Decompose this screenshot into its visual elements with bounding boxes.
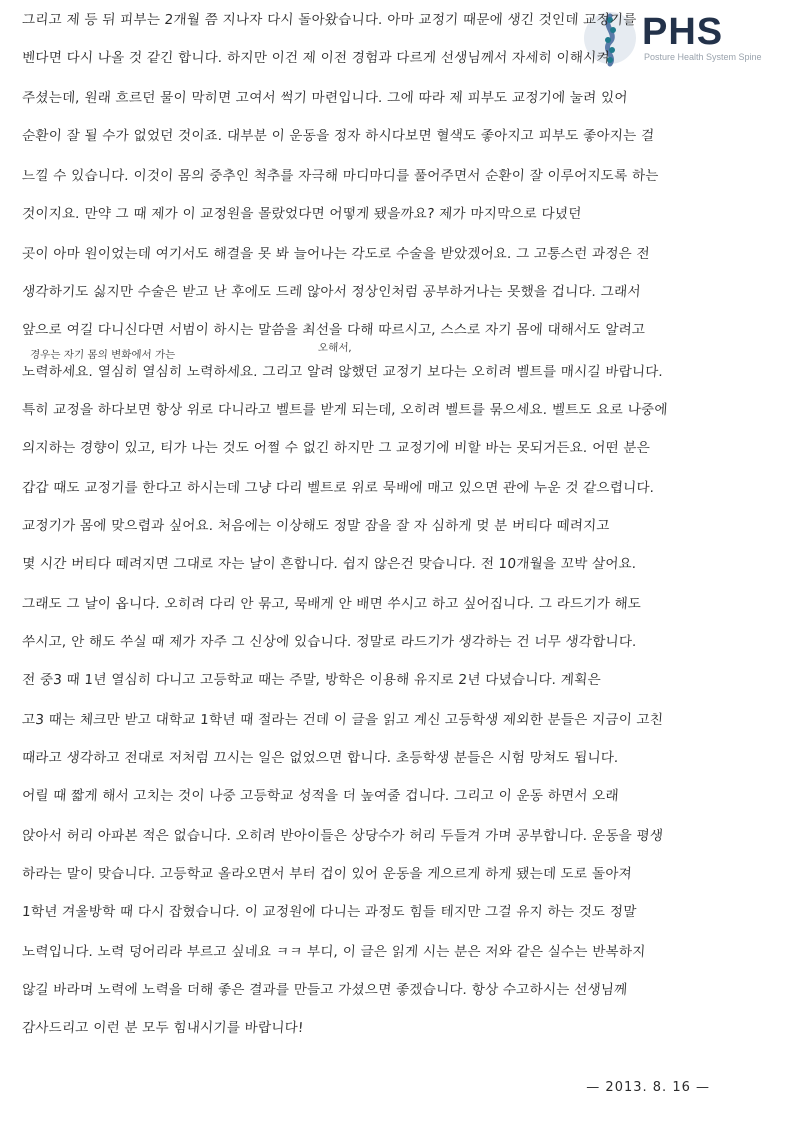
letter-date: — 2013. 8. 16 — bbox=[586, 1080, 710, 1095]
letter-line: 때라고 생각하고 전대로 저처럼 끄시는 일은 없었으면 합니다. 초등학생 분들은 시험 망쳐도 됩니다. bbox=[21, 750, 620, 766]
letter-line: 것이지요. 만약 그 때 제가 이 교정원을 몰랐었다면 어떻게 됐을까요? 제가 마지막으로 다녔던 bbox=[21, 206, 583, 222]
letter-line: 특히 교정을 하다보면 항상 위로 다니라고 벨트를 받게 되는데, 오히려 벨트를 묶으세요. 벨트도 요로 나중에 bbox=[21, 402, 669, 418]
letter-line: 느낄 수 있습니다. 이것이 몸의 중추인 척추를 자극해 마디마디를 풀어주면서 순환이 잘 이루어지도록 하는 bbox=[21, 168, 660, 184]
inserted-note: 경우는 자기 몸의 변화에서 가는 bbox=[29, 349, 176, 361]
letter-line: 앉아서 허리 아파본 적은 없습니다. 오히려 반아이들은 상당수가 허리 두들겨 가며 공부합니다. 운동을 평생 bbox=[21, 828, 664, 844]
letter-line: 어릴 때 짧게 해서 고치는 것이 나중 고등학교 성적을 더 높여줄 겁니다. 그리고 이 운동 하면서 오래 bbox=[21, 788, 620, 804]
letter-line: 순환이 잘 될 수가 없었던 것이죠. 대부분 이 운동을 정자 하시다보면 혈색도 좋아지고 피부도 좋아지는 걸 bbox=[21, 128, 655, 144]
letter-line: 벤다면 다시 나올 것 같긴 합니다. 하지만 이건 제 이전 경험과 다르게 선생님께서 자세히 이해시켜 bbox=[21, 50, 611, 66]
letter-line: 고3 때는 체크만 받고 대학교 1학년 때 절라는 건데 이 글을 읽고 계신 고등학생 제외한 분들은 지금이 고친 bbox=[21, 712, 664, 728]
letter-line: 의지하는 경향이 있고, 티가 나는 것도 어쩔 수 없긴 하지만 그 교정기에 비할 바는 못되거든요. 어떤 분은 bbox=[21, 440, 651, 456]
letter-line: 생각하기도 싫지만 수술은 받고 난 후에도 드레 않아서 정상인처럼 공부하거나는 못했을 겁니다. 그래서 bbox=[21, 284, 642, 300]
letter-line: 그리고 제 등 뒤 피부는 2개월 쯤 지나자 다시 돌아왔습니다. 아마 교정기 때문에 생긴 것인데 교정기를 bbox=[21, 12, 638, 28]
letter-line: 하라는 말이 맞습니다. 고등학교 올라오면서 부터 겁이 있어 운동을 게으르게 하게 됐는데 도로 돌아져 bbox=[21, 866, 633, 882]
letter-line: 1학년 겨울방학 때 다시 잡혔습니다. 이 교정원에 다니는 과정도 힘들 테지만 그걸 유지 하는 것도 정말 bbox=[21, 904, 638, 920]
letter-line: 교정기가 몸에 맞으렵과 싶어요. 처음에는 이상해도 정말 잠을 잘 자 심하게 멎 분 버티다 떼려지고 bbox=[21, 518, 611, 534]
letter-line: 갑갑 때도 교정기를 한다고 하시는데 그냥 다리 벨트로 위로 묵배에 매고 있으면 관에 누운 것 같으렵니다. bbox=[21, 480, 655, 496]
letter-line: 전 중3 때 1년 열심히 다니고 고등학교 때는 주말, 방학은 이용해 유지로 2년 다녔습니다. 계획은 bbox=[21, 672, 602, 688]
letter-line: 쑤시고, 안 해도 쑤실 때 제가 자주 그 신상에 있습니다. 정말로 라드기가 생각하는 건 너무 생각합니다. bbox=[21, 634, 638, 650]
inserted-note: 오해서, bbox=[317, 342, 353, 354]
letter-line: 그래도 그 날이 옵니다. 오히려 다리 안 묶고, 묵배게 안 배면 쑤시고 하고 싶어집니다. 그 라드기가 해도 bbox=[21, 596, 642, 612]
letter-line: 앞으로 여길 다니신다면 서범이 하시는 말씀을 최선을 다해 따르시고, 스스로 자기 몸에 대해서도 알려고 bbox=[21, 322, 646, 338]
letter-line: 곳이 아마 원이었는데 여기서도 해결을 못 봐 늘어나는 각도로 수술을 받았겠어요. 그 고통스런 과정은 전 bbox=[21, 246, 651, 262]
letter-line: 감사드리고 이런 분 모두 힘내시기를 바랍니다! bbox=[21, 1020, 305, 1036]
letter-line: 않길 바라며 노력에 노력을 더해 좋은 결과를 만들고 가셨으면 좋겠습니다. 항상 수고하시는 선생님께 bbox=[21, 982, 628, 998]
letter-line: 몇 시간 버티다 떼려지면 그대로 자는 날이 흔합니다. 쉽지 않은건 맞습니다. 전 10개월을 꼬박 살어요. bbox=[21, 556, 638, 572]
letter-line: 노력입니다. 노력 덩어리라 부르고 싶네요 ㅋㅋ 부디, 이 글은 읽게 시는 분은 저와 같은 실수는 반복하지 bbox=[21, 944, 647, 960]
logo-brand: PHS bbox=[642, 11, 724, 53]
letter-line: 주셨는데, 원래 흐르던 물이 막히면 고여서 썩기 마련입니다. 그에 따라 제 피부도 교정기에 눌려 있어 bbox=[21, 90, 629, 106]
letter-line: 노력하세요. 열심히 열심히 노력하세요. 그리고 알려 않했던 교정기 보다는 오히려 벨트를 매시길 바랍니다. bbox=[21, 364, 664, 380]
logo-subtitle: Posture Health System Spine bbox=[644, 52, 762, 62]
